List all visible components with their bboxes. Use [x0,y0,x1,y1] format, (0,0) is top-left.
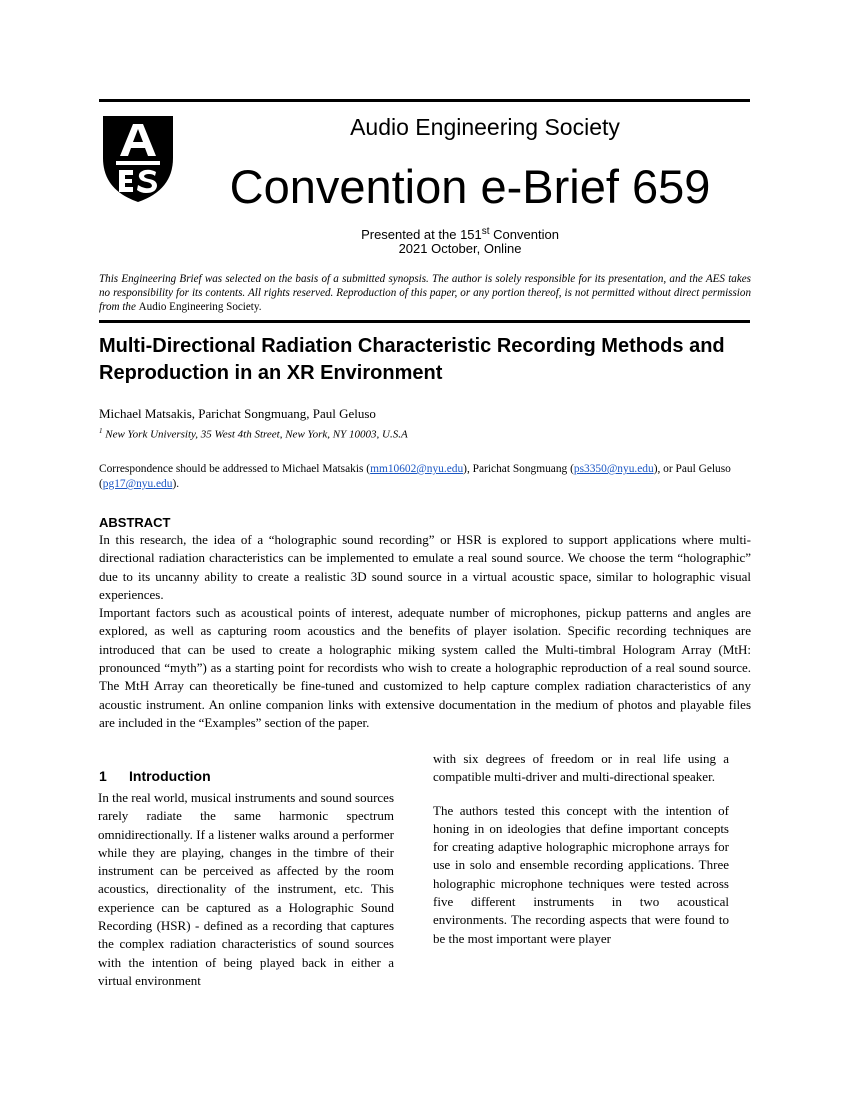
disclaimer-text: This Engineering Brief was selected on the basis of a submitted synopsis. The author is solely responsible for its presentation, and the AES takes no responsibility for its contents. All rights reserved. Reproduction of this paper, or any portion thereof, is not permitted without direct permission from the [99,273,751,313]
presented-sup: st [481,226,490,237]
corr-mid-1: ), Parichat Songmuang ( [463,463,574,475]
society-name: Audio Engineering Society [350,114,620,140]
email-link-2[interactable]: ps3350@nyu.edu [573,463,654,475]
top-rule [99,99,750,102]
email-link-1[interactable]: mm10602@nyu.edu [370,463,464,475]
abstract-heading: ABSTRACT [99,515,171,530]
email-link-3[interactable]: pg17@nyu.edu [102,478,173,490]
brief-title: Convention e-Brief 659 [229,160,711,213]
corr-prefix: Correspondence should be addressed to Michael Matsakis ( [99,463,371,475]
affiliation [99,427,408,441]
correspondence [99,462,751,492]
corr-mid-2: ), or Paul Geluso ( [99,463,731,490]
right-column [433,750,729,948]
presented-suffix: Convention [489,227,559,242]
abstract-body [99,531,751,732]
disclaimer-society: Audio Engineering Society. [138,301,262,313]
intro-paragraph-2: The authors tested this concept with the intention of honing in on ideologies that define important concepts for creating adaptive holographic microphone arrays for use in solo and ensemble recording applications. Three holographic microphone techniques were tested across five different instruments in two acoustical environments. The recording aspects that were found to be the most important were player [433,802,729,946]
aes-logo [100,114,176,204]
convention-date: 2021 October, Online [398,241,522,256]
author-list: Michael Matsakis, Parichat Songmuang, Paul Geluso [99,406,376,421]
section-number: 1 [99,768,107,784]
intro-paragraph-1-cont: with six degrees of freedom or in real life using a compatible multi-driver and multi-directional speaker. [433,751,729,785]
paper-title: Multi-Directional Radiation Characteristic Recording Methods and Reproduction in an XR Environment [99,335,725,384]
section-title: Introduction [129,768,211,784]
affil-text: New York University, 35 West 4th Street, New York, NY 10003, U.S.A [102,428,408,441]
disclaimer [99,272,751,314]
intro-paragraph-1: In the real world, musical instruments and sound sources rarely radiate the same harmonic spectrum omnidirectionally. If a listener walks around a performer while they are playing, changes in the timbre of their instrument can be perceived as affected by the room acoustics, directionality of the instrument, etc. This experience can be captured as a Holographic Sound Recording (HSR) - defined as a recording that captures the complex radiation characteristics of sound sources with the intention of being played back in either a virtual environment [98,790,394,988]
affil-sup: 1 [99,427,103,435]
presented-at [330,228,590,256]
corr-suffix: ). [172,478,180,490]
abstract-paragraph-1: In this research, the idea of a “holographic sound recording” or HSR is explored to support applications where multi-directional radiation characteristics can be implemented to emulate a real sound source. We choose the term “holographic” due to its uncanny ability to create a realistic 3D sound source in a virtual acoustic space, similar to holographic visual experiences. [99,532,751,602]
middle-rule [99,320,750,323]
left-column [98,789,394,990]
presented-prefix: Presented at the 151 [361,227,482,242]
abstract-paragraph-2: Important factors such as acoustical points of interest, adequate number of microphones, pickup patterns and angles are explored, as well as capturing room acoustics and the benefits of player isolation. Specific recording techniques are introduced that can be used to create a holographic miking system called the Multi-timbral Hologram Array (MtH: pronounced “myth”) as a starting point for recordists who wish to create a holographic reproduction of a real sound source. The MtH Array can theoretically be fine-tuned and customized to help capture complex radiation characteristics of any acoustic instrument. An online companion links with extensive documentation in the medium of photos and playable files are included in the “Examples” section of the paper. [99,605,751,730]
section-heading-introduction [99,768,211,784]
